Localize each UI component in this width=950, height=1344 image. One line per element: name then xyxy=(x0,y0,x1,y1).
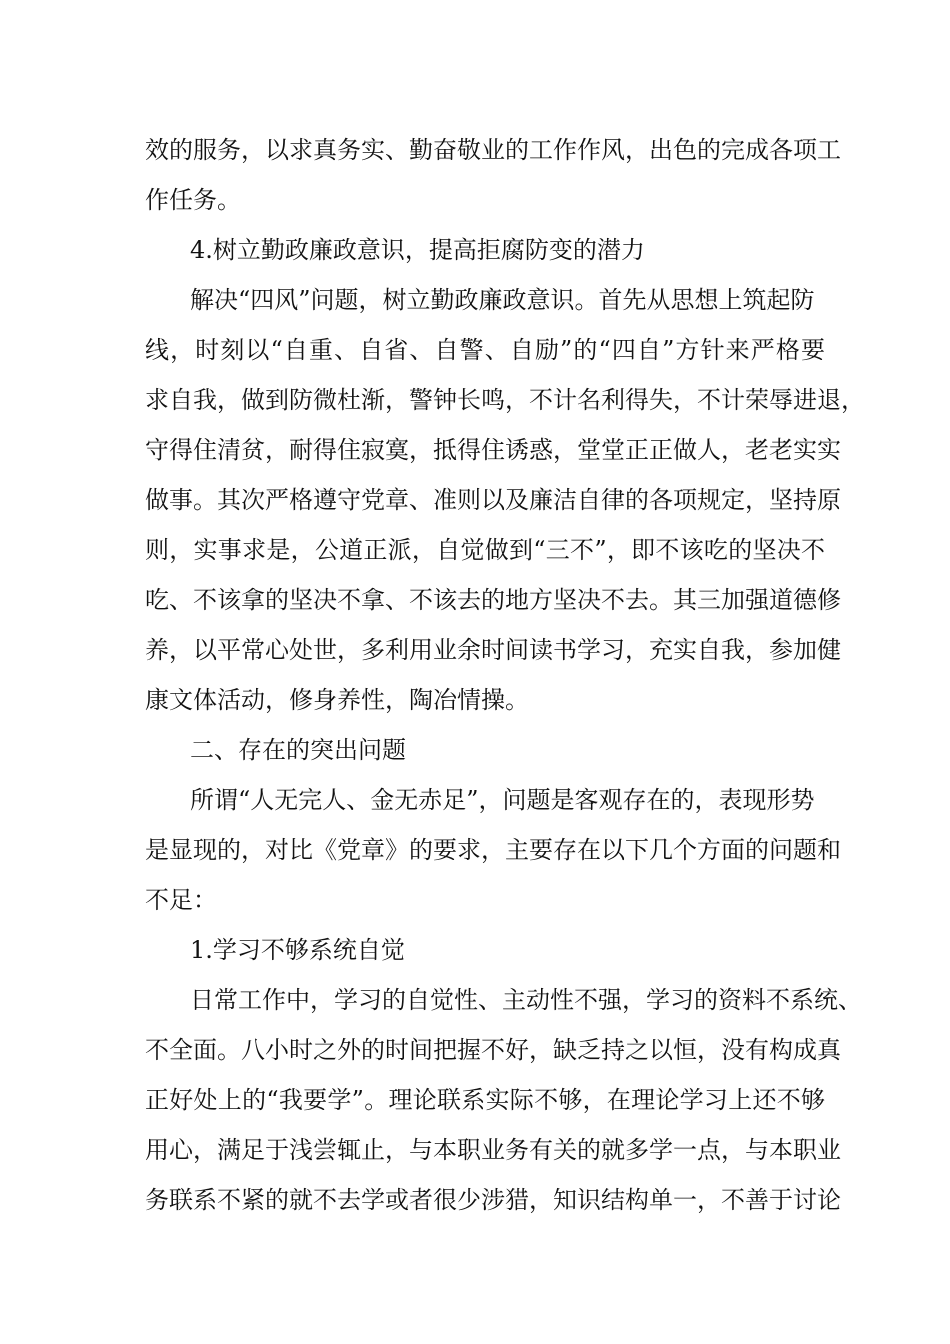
body-text-line: 线，时刻以“自重、自省、自警、自励”的“四自”方针来严格要 xyxy=(145,336,825,364)
body-text-line: 正好处上的“我要学”。理论联系实际不够，在理论学习上还不够 xyxy=(145,1086,825,1114)
paragraph-first-line: 日常工作中，学习的自觉性、主动性不强，学习的资料不系统、 xyxy=(190,986,862,1014)
paragraph-first-line: 所谓“人无完人、金无赤足”，问题是客观存在的，表现形势 xyxy=(190,786,815,814)
body-text-line: 则，实事求是，公道正派，自觉做到“三不”，即不该吃的坚决不 xyxy=(145,536,825,564)
paragraph-first-line: 解决“四风”问题，树立勤政廉政意识。首先从思想上筑起防 xyxy=(190,286,815,314)
body-text-line: 康文体活动，修身养性，陶冶情操。 xyxy=(145,686,529,714)
body-text-line: 效的服务，以求真务实、勤奋敬业的工作作风，出色的完成各项工 xyxy=(145,136,841,164)
section-heading: 二、存在的突出问题 xyxy=(190,736,406,764)
body-text-line: 求自我，做到防微杜渐，警钟长鸣，不计名利得失，不计荣辱进退， xyxy=(145,386,865,414)
body-text-line: 务联系不紧的就不去学或者很少涉猎，知识结构单一，不善于讨论 xyxy=(145,1186,841,1214)
body-text-line: 不足： xyxy=(145,886,217,914)
section-heading: 4.树立勤政廉政意识，提高拒腐防变的潜力 xyxy=(190,236,645,264)
body-text-line: 作任务。 xyxy=(145,186,241,214)
body-text-line: 做事。其次严格遵守党章、准则以及廉洁自律的各项规定，坚持原 xyxy=(145,486,841,514)
subsection-heading: 1.学习不够系统自觉 xyxy=(190,936,405,964)
body-text-line: 用心，满足于浅尝辄止，与本职业务有关的就多学一点，与本职业 xyxy=(145,1136,841,1164)
body-text-line: 吃、不该拿的坚决不拿、不该去的地方坚决不去。其三加强道德修 xyxy=(145,586,841,614)
body-text-line: 守得住清贫，耐得住寂寞，抵得住诱惑，堂堂正正做人，老老实实 xyxy=(145,436,841,464)
body-text-line: 不全面。八小时之外的时间把握不好，缺乏持之以恒，没有构成真 xyxy=(145,1036,841,1064)
body-text-line: 是显现的，对比《党章》的要求，主要存在以下几个方面的问题和 xyxy=(145,836,841,864)
body-text-line: 养，以平常心处世，多利用业余时间读书学习，充实自我，参加健 xyxy=(145,636,841,664)
